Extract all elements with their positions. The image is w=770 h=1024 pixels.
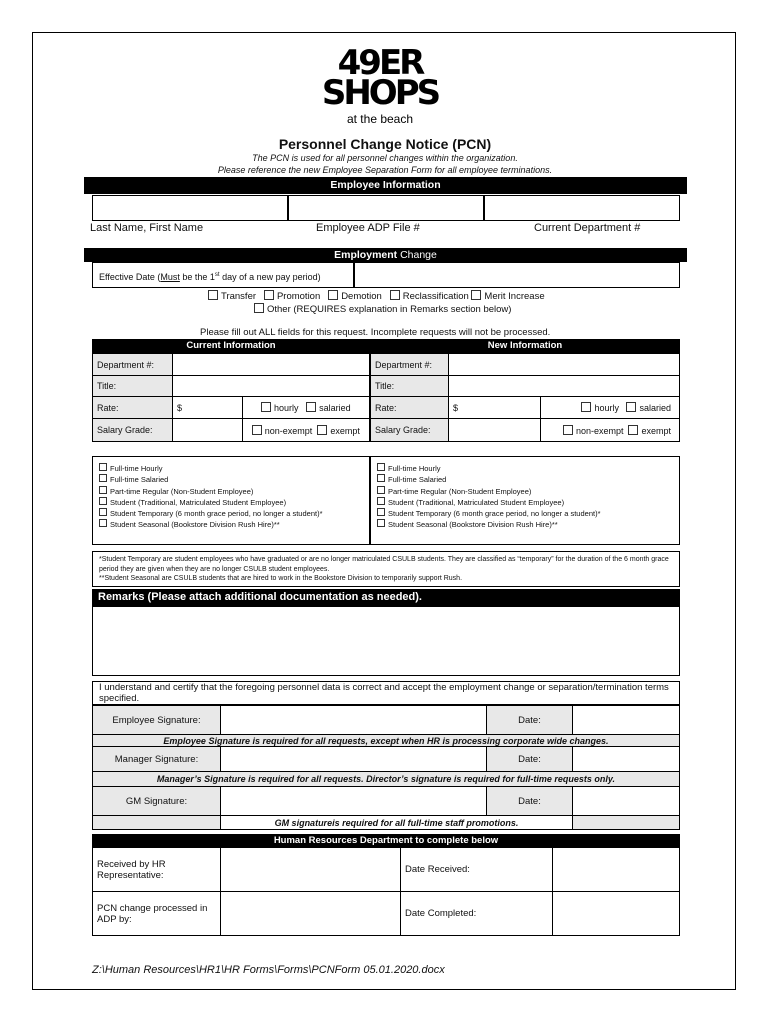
new-type-label: Full-time Hourly (388, 464, 441, 473)
new-type-label: Full-time Salaried (388, 475, 447, 485)
footnotes (92, 551, 680, 587)
employment-change-light: Change (397, 249, 437, 261)
new-exempt-label: exempt (641, 425, 671, 436)
current-info-table (92, 353, 370, 442)
checkbox-icon[interactable] (377, 497, 385, 505)
new-rate-label: Rate: (371, 397, 449, 419)
form-subtitle-2: Please reference the new Employee Separation Form for all employee terminations. (217, 165, 553, 175)
date-completed-input[interactable] (553, 892, 680, 936)
checkbox-icon[interactable] (99, 486, 107, 494)
new-hourly-checkbox[interactable] (581, 402, 591, 412)
other-label: Other (REQUIRES explanation in Remarks section below) (267, 304, 512, 315)
new-type-item[interactable] (377, 486, 679, 497)
current-type-label: Full-time Hourly (110, 464, 163, 473)
effective-date-must: Must (160, 272, 180, 282)
employment-change-bar (84, 248, 687, 262)
processed-by-input[interactable] (221, 892, 401, 936)
new-employment-type-list (370, 456, 680, 545)
new-department-row (371, 354, 680, 376)
manager-note-row (93, 772, 680, 787)
new-salaried-checkbox[interactable] (626, 402, 636, 412)
name-input[interactable] (92, 195, 288, 221)
reclassification-checkbox[interactable] (390, 290, 400, 300)
new-type-item[interactable] (377, 474, 679, 485)
certification-text: I understand and certify that the foregoing personnel data is correct and accept the employment change or separation/termination terms specified. (92, 681, 680, 705)
hr-table (92, 847, 680, 936)
new-salaried-label: salaried (639, 403, 671, 413)
checkbox-icon[interactable] (99, 508, 107, 516)
logo-line-2: SHOPS (321, 73, 439, 113)
employee-info-bar: Employee Information (84, 177, 687, 194)
effective-date-pre: Effective Date ( (99, 272, 161, 282)
current-type-label: Student Seasonal (Bookstore Division Rush Hire)** (110, 520, 280, 530)
adp-file-input[interactable] (288, 195, 484, 221)
current-type-item[interactable] (99, 519, 369, 530)
footnote-temporary: *Student Temporary are student employees who have graduated or are no longer matriculated CSULB students. They are classified as “temporary” for the duration of the 6 month grace period they are given when they are no longer CSULB student employees. (99, 556, 669, 573)
date-received-label: Date Received: (401, 848, 553, 892)
checkbox-icon[interactable] (377, 474, 385, 482)
effective-date-post: day of a new pay period) (219, 272, 321, 282)
logo-line-1: 49ER (337, 43, 423, 83)
current-type-label: Part-time Regular (Non-Student Employee) (110, 486, 254, 496)
reclassification-label: Reclassification (402, 291, 469, 302)
footer-file-path: Z:\Human Resources\HR1\HR Forms\Forms\PCNForm 05.01.2020.docx (92, 964, 445, 976)
effective-date-label-cell (92, 262, 354, 288)
manager-signature-label: Manager Signature: (93, 747, 221, 772)
checkbox-icon[interactable] (99, 497, 107, 505)
gm-note-spacer-left (93, 816, 221, 830)
form-title: Personnel Change Notice (PCN) (278, 136, 492, 152)
manager-date-label: Date: (487, 747, 573, 772)
current-type-label: Student (Traditional, Matriculated Student Employee) (110, 497, 287, 507)
gm-note-spacer-right (573, 816, 680, 830)
current-type-item[interactable] (99, 497, 369, 508)
employee-note-row (93, 735, 680, 747)
promotion-option[interactable] (264, 291, 320, 302)
employee-signature-row (93, 706, 680, 735)
employee-date-label: Date: (487, 706, 573, 735)
instruction-text: Please fill out ALL fields for this request. Incomplete requests will not be processed. (200, 327, 551, 338)
current-hourly-checkbox[interactable] (261, 402, 271, 412)
promotion-checkbox[interactable] (264, 290, 274, 300)
new-non-exempt-label: non-exempt (575, 425, 624, 436)
gm-date-label: Date: (487, 787, 573, 816)
manager-signature-note: Manager’s Signature is required for all requests. Director’s signature is required for full-time requests only. (93, 772, 680, 787)
reclassification-option[interactable] (390, 291, 469, 302)
new-rate-input[interactable] (449, 397, 541, 419)
current-rate-row (93, 397, 370, 419)
new-hourly-label: hourly (594, 403, 619, 413)
signature-table (92, 705, 680, 830)
adp-file-label: Employee ADP File # (316, 222, 420, 234)
new-department-label: Department #: (371, 354, 449, 376)
new-salary-grade-row (371, 419, 680, 442)
current-non-exempt-checkbox[interactable] (252, 425, 262, 435)
current-salary-grade-row (93, 419, 370, 442)
demotion-label: Demotion (341, 291, 382, 302)
gm-note-row (93, 816, 680, 830)
remarks-bar: Remarks (Please attach additional documentation as needed). (92, 589, 680, 606)
demotion-option[interactable] (328, 291, 382, 302)
new-type-item[interactable] (377, 497, 679, 508)
current-exempt-label: exempt (330, 425, 360, 436)
current-salary-grade-label: Salary Grade: (93, 419, 173, 442)
current-employment-type-list (92, 456, 370, 545)
current-rate-input[interactable] (173, 397, 243, 419)
effective-date-mid: be the 1 (179, 272, 215, 282)
employee-signature-label: Employee Signature: (93, 706, 221, 735)
transfer-checkbox[interactable] (208, 290, 218, 300)
current-info-header: Current Information (92, 339, 370, 353)
current-department-input[interactable] (173, 354, 370, 376)
current-title-label: Title: (93, 376, 173, 397)
hr-completed-row (93, 892, 680, 936)
checkbox-icon[interactable] (377, 486, 385, 494)
new-type-item[interactable] (377, 519, 679, 530)
current-non-exempt-label: non-exempt (264, 425, 313, 436)
form-subtitle-1: The PCN is used for all personnel changes within the organization. (252, 153, 518, 163)
merit-increase-label: Merit Increase (484, 291, 545, 302)
current-exempt-cell (242, 419, 369, 442)
effective-date-input[interactable] (354, 262, 680, 288)
remarks-input[interactable] (92, 606, 680, 676)
manager-date-input[interactable] (573, 747, 680, 772)
checkbox-icon[interactable] (99, 463, 107, 471)
current-exempt-checkbox[interactable] (317, 425, 327, 435)
new-type-item[interactable] (377, 463, 679, 474)
gm-signature-row (93, 787, 680, 816)
new-rate-row (371, 397, 680, 419)
current-type-item[interactable] (99, 463, 369, 474)
effective-date-sup: st (214, 272, 220, 278)
new-department-input[interactable] (449, 354, 680, 376)
new-dollar-sign: $ (453, 402, 459, 413)
date-received-input[interactable] (553, 848, 680, 892)
current-rate-label: Rate: (93, 397, 173, 419)
processed-by-label: PCN change processed in ADP by: (93, 892, 221, 936)
current-dollar-sign: $ (177, 402, 183, 413)
current-hourly-label: hourly (274, 403, 299, 413)
new-salary-grade-input[interactable] (449, 419, 541, 442)
current-salaried-checkbox[interactable] (306, 402, 316, 412)
checkbox-icon[interactable] (377, 463, 385, 471)
merit-increase-checkbox[interactable] (471, 290, 481, 300)
current-type-label: Full-time Salaried (110, 475, 169, 485)
current-title-row (93, 376, 370, 397)
new-non-exempt-checkbox[interactable] (563, 425, 573, 435)
current-type-item[interactable] (99, 508, 369, 519)
new-title-label: Title: (371, 376, 449, 397)
new-type-label: Student (Traditional, Matriculated Student Employee) (388, 497, 565, 507)
current-salaried-label: salaried (319, 403, 351, 413)
new-exempt-checkbox[interactable] (628, 425, 638, 435)
hr-bar: Human Resources Department to complete below (92, 834, 680, 847)
received-by-label: Received by HR Representative: (93, 848, 221, 892)
gm-signature-note: GM signatureis required for all full-time staff promotions. (221, 816, 573, 830)
checkbox-icon[interactable] (99, 474, 107, 482)
checkbox-icon[interactable] (377, 519, 385, 527)
current-department-row (93, 354, 370, 376)
demotion-checkbox[interactable] (328, 290, 338, 300)
hr-received-row (93, 848, 680, 892)
department-input[interactable] (484, 195, 680, 221)
checkbox-icon[interactable] (377, 508, 385, 516)
new-type-label: Student Seasonal (Bookstore Division Rush Hire)** (388, 520, 558, 530)
new-type-label: Part-time Regular (Non-Student Employee) (388, 486, 532, 496)
promotion-label: Promotion (276, 291, 321, 302)
manager-signature-row (93, 747, 680, 772)
other-option[interactable] (254, 303, 511, 315)
employee-signature-note: Employee Signature is required for all requests, except when HR is processing corporate wide changes. (93, 735, 680, 747)
transfer-label: Transfer (221, 291, 257, 302)
transfer-option[interactable] (208, 291, 256, 302)
employee-date-input[interactable] (573, 706, 680, 735)
new-pay-type-cell (540, 397, 679, 419)
merit-increase-option[interactable] (471, 291, 544, 302)
footnote-seasonal: **Student Seasonal are CSULB students that are hired to work in the Bookstore Division to temporarily support Rush. (99, 575, 463, 582)
gm-date-input[interactable] (573, 787, 680, 816)
department-label: Current Department # (534, 222, 641, 234)
employment-change-bold: Employment (334, 249, 398, 261)
new-exempt-cell (540, 419, 679, 442)
new-title-input[interactable] (449, 376, 680, 397)
checkbox-icon[interactable] (99, 519, 107, 527)
current-title-input[interactable] (173, 376, 370, 397)
gm-signature-input[interactable] (221, 787, 487, 816)
current-type-label: Student Temporary (6 month grace period, no longer a student)* (110, 509, 323, 519)
received-by-input[interactable] (221, 848, 401, 892)
current-type-item[interactable] (99, 474, 369, 485)
gm-signature-label: GM Signature: (93, 787, 221, 816)
manager-signature-input[interactable] (221, 747, 487, 772)
other-checkbox[interactable] (254, 303, 264, 313)
current-type-item[interactable] (99, 486, 369, 497)
new-title-row (371, 376, 680, 397)
change-type-options (208, 290, 545, 302)
logo (320, 43, 440, 126)
date-completed-label: Date Completed: (401, 892, 553, 936)
new-type-label: Student Temporary (6 month grace period, no longer a student)* (388, 509, 601, 519)
current-department-label: Department #: (93, 354, 173, 376)
new-info-table (370, 353, 680, 442)
current-pay-type-cell (242, 397, 369, 419)
new-info-header: New Information (370, 339, 680, 353)
new-salary-grade-label: Salary Grade: (371, 419, 449, 442)
logo-tagline: at the beach (346, 112, 414, 126)
new-type-item[interactable] (377, 508, 679, 519)
employee-signature-input[interactable] (221, 706, 487, 735)
current-salary-grade-input[interactable] (173, 419, 243, 442)
name-label: Last Name, First Name (90, 222, 204, 234)
